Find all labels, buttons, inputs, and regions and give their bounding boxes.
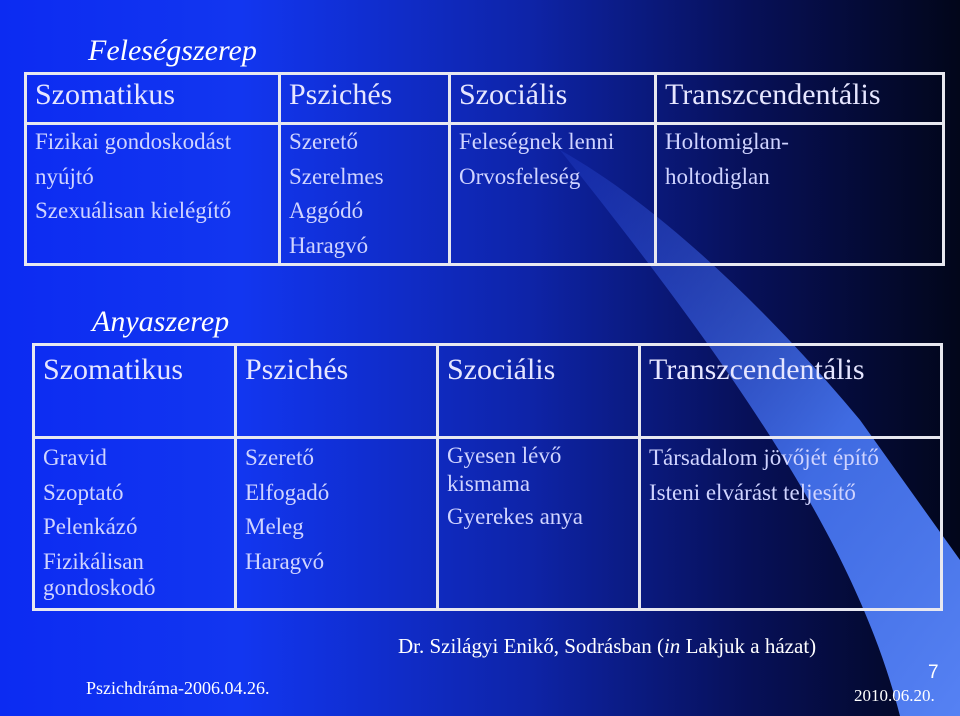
mother-col-header: Transzcendentális <box>640 345 942 438</box>
cell-line: nyújtó <box>35 163 94 189</box>
cell-line: Fizikálisan <box>43 548 144 574</box>
cell-line: Pelenkázó <box>43 514 138 539</box>
wife-cell-somatic <box>26 124 280 265</box>
cell-line: Szerelmes <box>289 163 384 189</box>
mother-role-heading: Anyaszerep <box>92 305 230 338</box>
mother-cell-transcendental <box>640 438 942 610</box>
mother-cell-psychic <box>236 438 438 610</box>
footer-event-date: Pszichdráma-2006.04.26. <box>86 678 270 698</box>
slide-number: 7 <box>928 662 939 683</box>
cell-line: Feleségnek lenni <box>459 129 615 154</box>
cell-line: Gyerekes anya <box>447 504 584 529</box>
wife-col-header: Szomatikus <box>26 74 280 124</box>
cell-line: Szoptató <box>43 479 124 505</box>
citation-text: Lakjuk a házat) <box>680 634 817 658</box>
cell-line: Elfogadó <box>245 479 330 505</box>
cell-line: Szerető <box>289 129 358 154</box>
cell-line: gondoskodó <box>43 574 156 600</box>
mother-role-table <box>32 343 943 611</box>
cell-line: Társadalom jövőjét építő <box>649 445 879 470</box>
wife-cell-psychic <box>280 124 450 265</box>
wife-col-header: Pszichés <box>280 74 450 124</box>
cell-line: Isteni elvárást teljesítő <box>649 479 856 505</box>
wife-col-header: Transzcendentális <box>656 74 944 124</box>
cell-line: Szerető <box>245 445 314 470</box>
citation-text: Dr. Szilágyi Enikő, Sodrásban ( <box>398 634 664 658</box>
cell-line: Fizikai gondoskodást <box>35 129 232 154</box>
cell-line: Gravid <box>43 445 107 470</box>
mother-col-header: Pszichés <box>236 345 438 438</box>
wife-role-heading: Feleségszerep <box>88 34 257 67</box>
cell-line: Aggódó <box>289 198 364 223</box>
cell-line: holtodiglan <box>665 163 770 189</box>
cell-line: Holtomiglan- <box>665 129 789 154</box>
mother-cell-social <box>438 438 640 610</box>
wife-role-table <box>24 72 945 266</box>
citation-italic: in <box>663 634 681 658</box>
mother-col-header: Szomatikus <box>34 345 236 438</box>
cell-line: Szexuálisan kielégítő <box>35 198 232 223</box>
source-citation <box>398 634 816 659</box>
cell-line: Gyesen lévő <box>447 443 562 468</box>
cell-line: kismama <box>447 471 531 496</box>
wife-col-header: Szociális <box>450 74 656 124</box>
wife-cell-transcendental <box>656 124 944 265</box>
footer-date: 2010.06.20. <box>854 686 935 705</box>
cell-line: Haragvó <box>289 232 369 258</box>
cell-line: Orvosfeleség <box>459 163 581 189</box>
wife-cell-social <box>450 124 656 265</box>
cell-line: Meleg <box>245 514 304 539</box>
mother-col-header: Szociális <box>438 345 640 438</box>
cell-line: Haragvó <box>245 548 325 574</box>
mother-cell-somatic <box>34 438 236 610</box>
